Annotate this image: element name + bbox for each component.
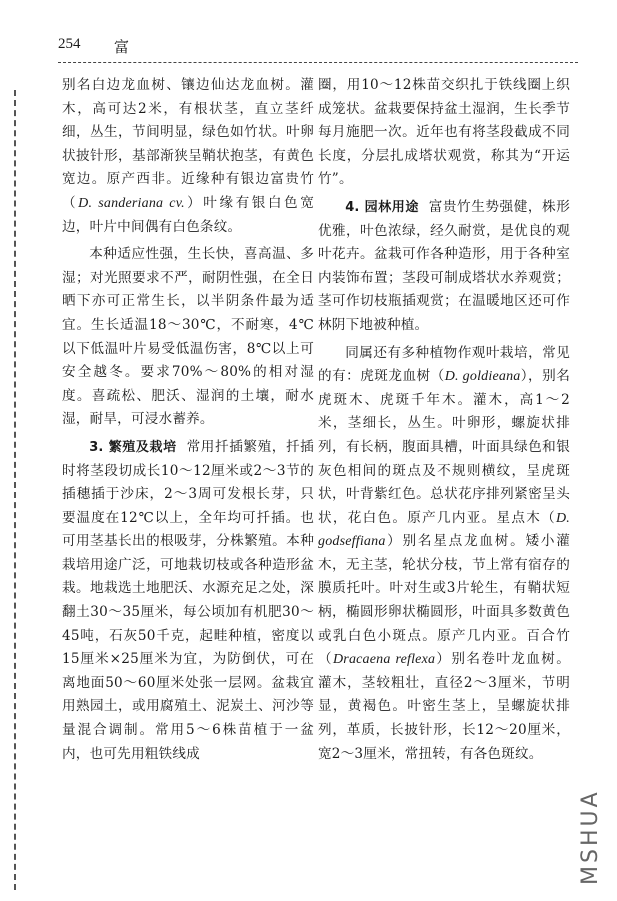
watermark: MSHUA xyxy=(578,789,603,885)
paragraph-habit: 本种适应性强，生长快，喜高温、多湿；对光照要求不严，耐阴性强，在全日晒下亦可正常生长，以半阴条件最为适宜。生长适温18～30℃，不耐寒，4℃以下低温叶片易受低温伤害，8℃以上可安全越冬。要求70%～80%的相对湿度。喜疏松、肥沃、湿润的土壤，耐水湿，耐旱，可浸水蓄养。 xyxy=(62,246,314,428)
running-title: 富 xyxy=(114,38,130,56)
page-header xyxy=(58,36,578,60)
section-heading-propagation: 3. 繁殖及栽培 xyxy=(89,439,177,455)
paragraph-propagation: 3. 繁殖及栽培 常用扦插繁殖，扦插时将茎段切成长10～12厘米或2～3节的插穗插于沙床，2～3周可发根长芽，只要温度在12℃以上，全年均可扦插。也可用茎基长出的根吸芽，分株繁殖。本种栽培用途广泛，可地栽切枝或各种造形盆栽。地栽选土地肥沃、水源充足之处，深翻土30～35厘米，每公顷加有机肥30～45吨，石灰50千克，起畦种植，密度以15厘米×25厘米为宜，为防倒伏，可在离地面50～60厘米处张一层网。盆栽宜用熟园土，或用腐殖土、泥炭土、河沙等量混合调制。常用5～6株苗植于一盆内，也可先用粗铁线成 xyxy=(62,438,314,762)
paragraph-species-description: 别名白边龙血树、镶边仙达龙血树。灌木，高可达2米，有根状茎，直立茎纤细，丛生，节间明显，绿色如竹状。叶卵状披针形，基部渐狭呈鞘状抱茎，有黄色宽边。原产西非。近缘种有银边富贵竹（D. sanderiana cv.）叶缘有银白色宽边，叶片中间偶有白色条纹。 xyxy=(62,77,314,235)
header-divider xyxy=(58,62,578,63)
page-number: 254 xyxy=(58,36,81,52)
latin-name: Dracaena reflexa xyxy=(332,652,436,668)
binding-margin-line xyxy=(14,90,16,890)
left-column xyxy=(62,74,314,770)
paragraph-related-species: 同属还有多种植物作观叶栽培，常见的有：虎斑龙血树（D. goldieana），别名虎斑木、虎斑千年木。灌木，高1～2米，茎细长，丛生。叶卵形，螺旋状排列，有长柄，腹面具槽，叶面具绿色和银灰色相间的斑点及不规则横纹，呈虎斑状，叶背紫红色。总状花序排列紧密呈头状，花白色。原产几内亚。星点木（D. godseffiana）别名星点龙血树。矮小灌木，无主茎，轮状分枝，节上常有宿存的膜质托叶。叶对生或3片轮生，有鞘状短柄，椭圆形卵状椭圆形，叶面具多数黄色或乳白色小斑点。原产几内亚。百合竹（Dracaena reflexa）别名卷叶龙血树。灌木，茎较粗壮，直径2～3厘米，节明显，黄褐色。叶密生茎上，呈螺旋状排列，革质，长披针形，长12～20厘米，宽2～3厘米，常扭转，有各色斑纹。 xyxy=(318,344,570,762)
latin-name: D. goldieana xyxy=(444,369,521,385)
right-column xyxy=(318,74,570,770)
paragraph-landscape-use: 4. 园林用途 富贵竹生势强健，株形优雅，叶色浓绿，经久耐赏，是优良的观叶花卉。盆栽可作各种造形，用于各种室内装饰布置；茎段可制成塔状水养观赏；茎可作切枝瓶插观赏；在温暖地区还可作林阴下地被种植。 xyxy=(318,198,570,333)
latin-name: D. godseffiana xyxy=(318,510,570,550)
paragraph-propagation-continued: 圈，用10～12株苗交织扎于铁线圈上织成笼状。盆栽要保持盆土湿润，生长季节每月施肥一次。近年也有将茎段截成不同长度，分层扎成塔状观赏，称其为“开运竹”。 xyxy=(318,77,570,188)
latin-name: D. sanderiana cv. xyxy=(78,195,185,211)
section-heading-landscape: 4. 园林用途 xyxy=(345,199,419,215)
